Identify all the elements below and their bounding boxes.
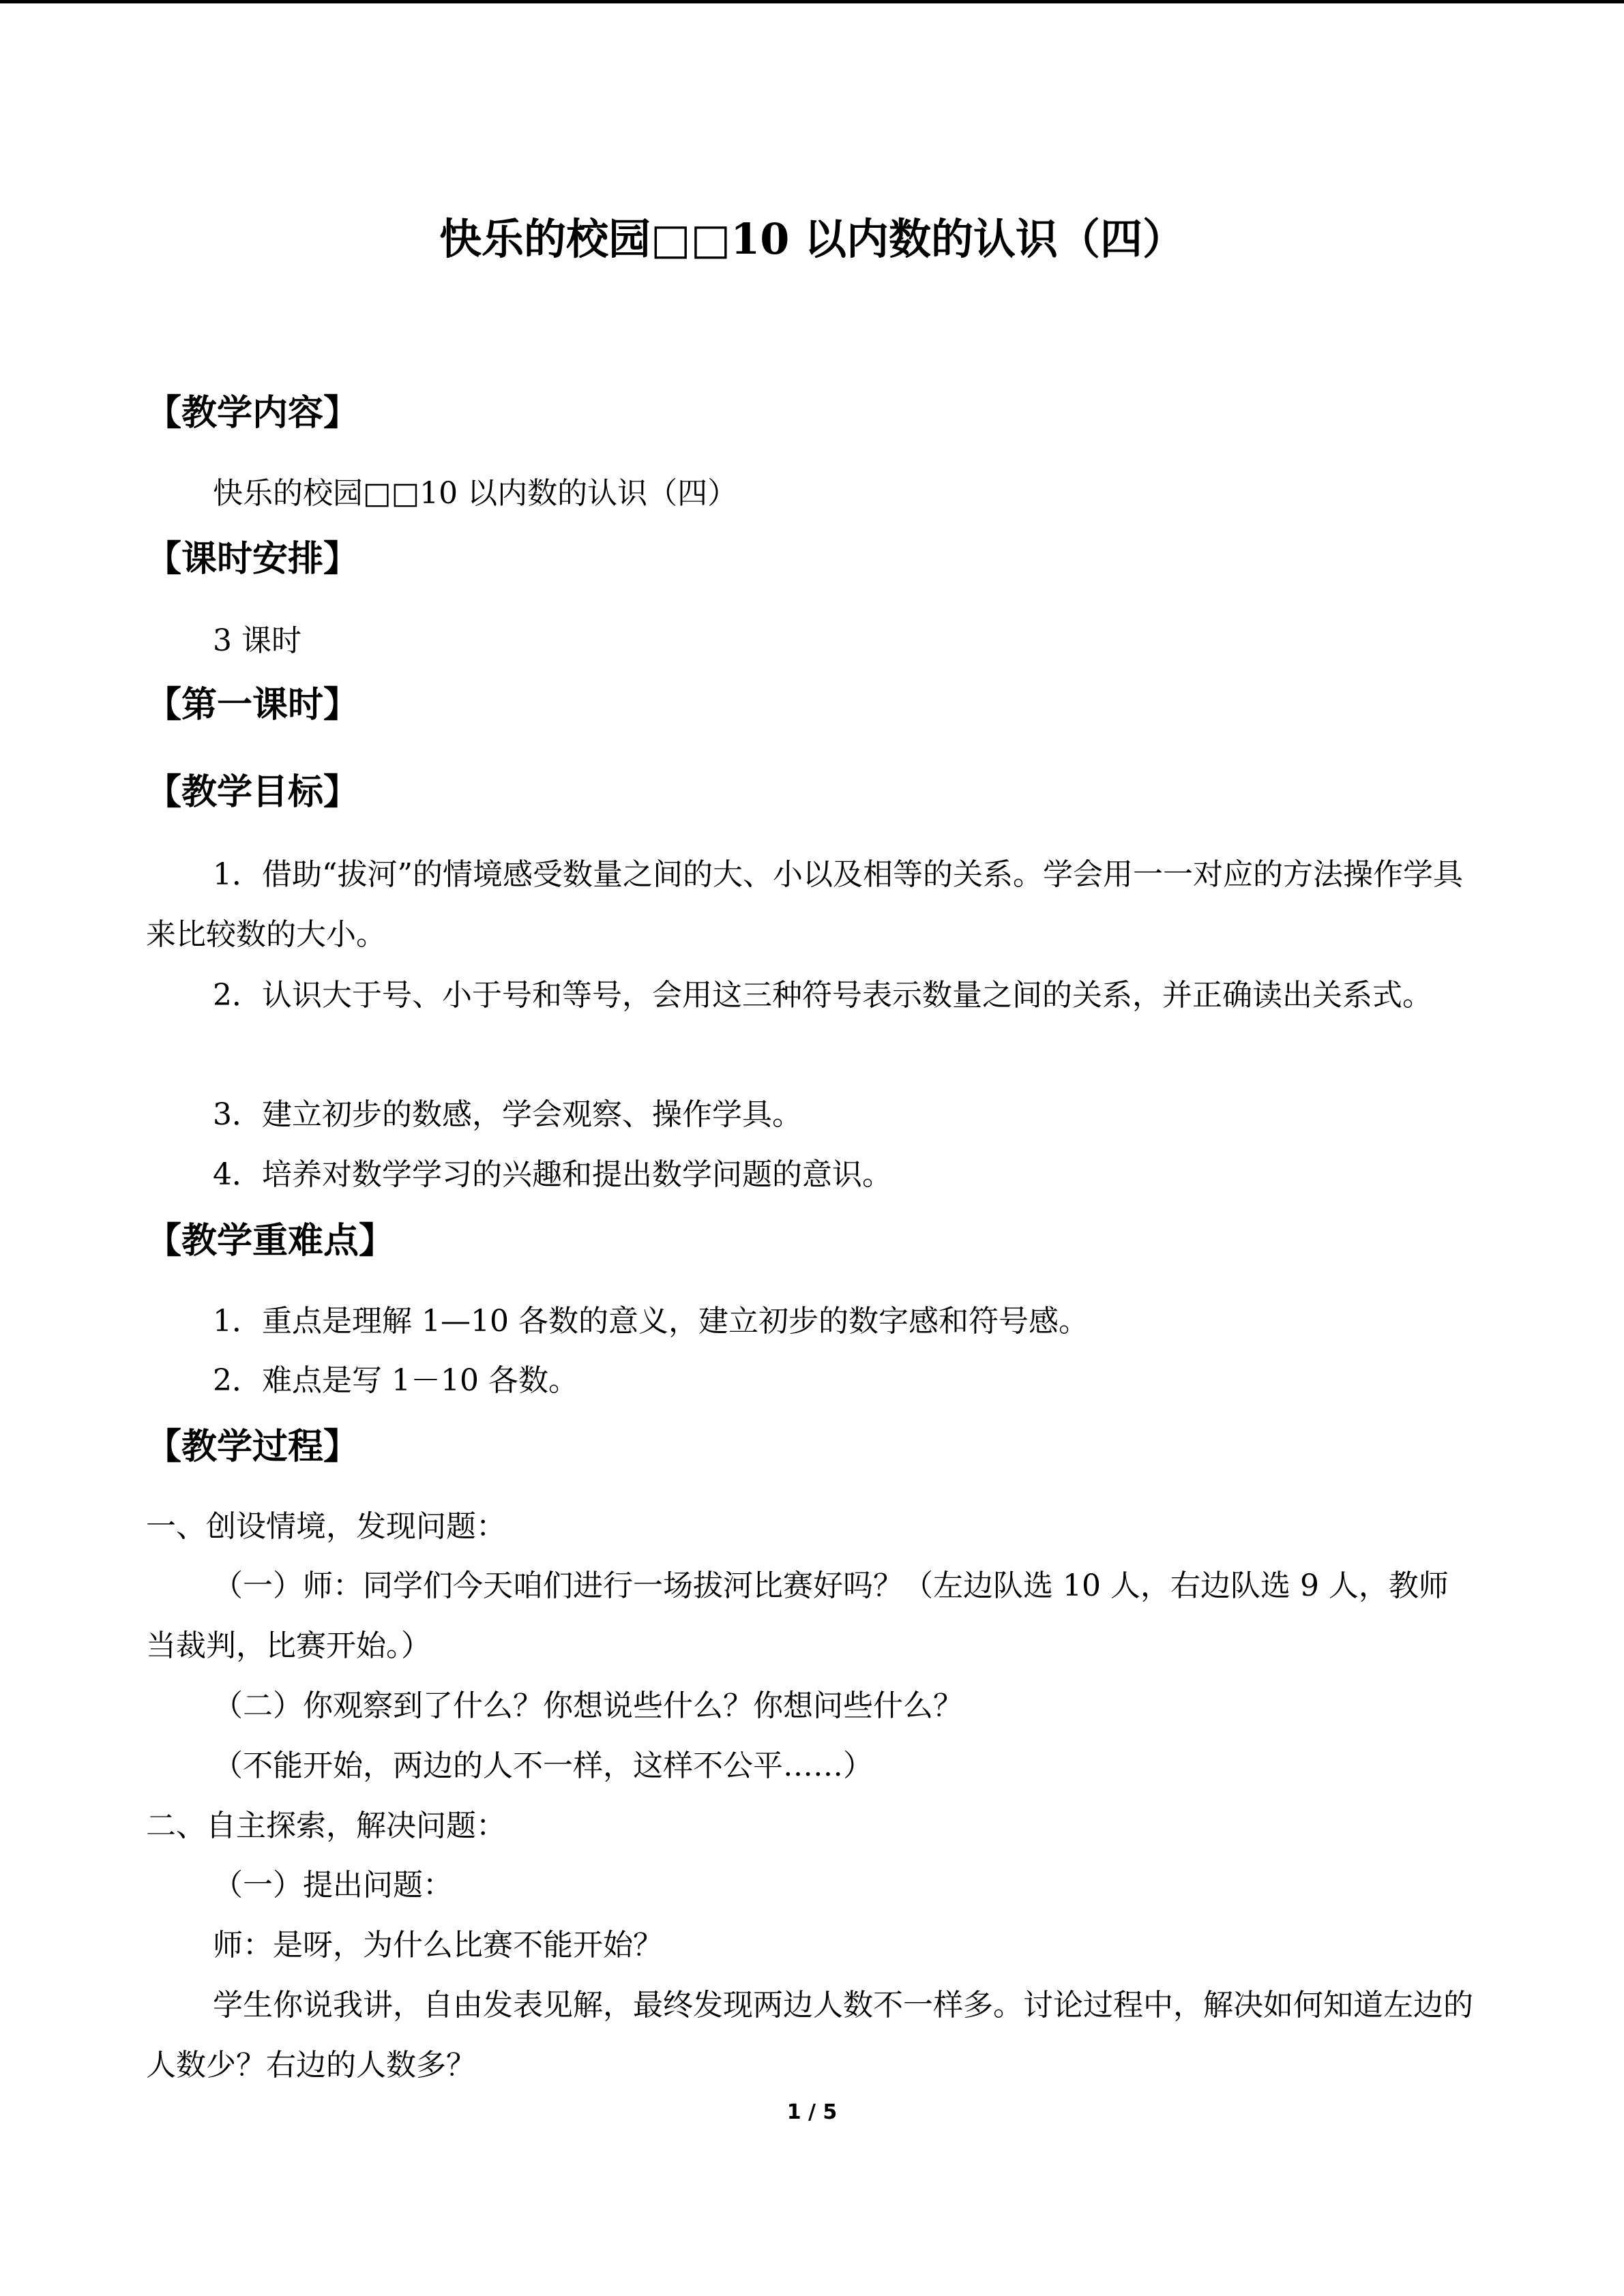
page-number: 1 / 5	[786, 2100, 838, 2124]
top-border	[0, 0, 1624, 3]
keypoint-item-2: 2．难点是写 1－10 各数。	[213, 1363, 578, 1398]
teaching-content-text: 快乐的校园□□10 以内数的认识（四）	[213, 476, 738, 511]
goal-item-3: 3．建立初步的数感，学会观察、操作学具。	[213, 1097, 802, 1132]
heading-teaching-goals: 【教学目标】	[146, 772, 359, 813]
process-part1-para1: （一）师：同学们今天咱们进行一场拔河比赛好吗？（左边队选 10 人，右边队选 9 人，教师当裁判，比赛开始。）	[146, 1568, 1449, 1663]
process-part1-para3: （不能开始，两边的人不一样，这样不公平……）	[213, 1748, 873, 1783]
goal-item-1: 1．借助“拔河”的情境感受数量之间的大、小以及相等的关系。学会用一一对应的方法操作学具来比较数的大小。	[146, 857, 1463, 952]
process-part2-title: 二、自主探索，解决问题：	[146, 1808, 506, 1843]
heading-schedule: 【课时安排】	[146, 539, 359, 580]
process-part2-para2: 师：是呀，为什么比赛不能开始？	[213, 1928, 663, 1963]
process-part1-para2: （二）你观察到了什么？你想说些什么？你想问些什么？	[213, 1688, 963, 1723]
process-part1-title: 一、创设情境，发现问题：	[146, 1509, 506, 1544]
document-title: 快乐的校园□□10 以内数的认识（四）	[439, 214, 1185, 264]
heading-lesson-one: 【第一课时】	[146, 685, 359, 726]
process-part2-para3: 学生你说我讲，自由发表见解，最终发现两边人数不一样多。讨论过程中，解决如何知道左边的人数少？右边的人数多？	[146, 1988, 1473, 2083]
process-part2-para1: （一）提出问题：	[213, 1868, 453, 1903]
schedule-text: 3 课时	[213, 623, 301, 658]
goal-item-2: 2．认识大于号、小于号和等号，会用这三种符号表示数量之间的关系，并正确读出关系式。	[213, 978, 1432, 1013]
heading-teaching-process: 【教学过程】	[146, 1427, 359, 1467]
goal-item-4: 4．培养对数学学习的兴趣和提出数学问题的意识。	[213, 1157, 892, 1192]
keypoint-item-1: 1．重点是理解 1—10 各数的意义，建立初步的数字感和符号感。	[213, 1304, 1089, 1339]
heading-teaching-content: 【教学内容】	[146, 393, 359, 434]
heading-key-points: 【教学重难点】	[146, 1221, 395, 1262]
